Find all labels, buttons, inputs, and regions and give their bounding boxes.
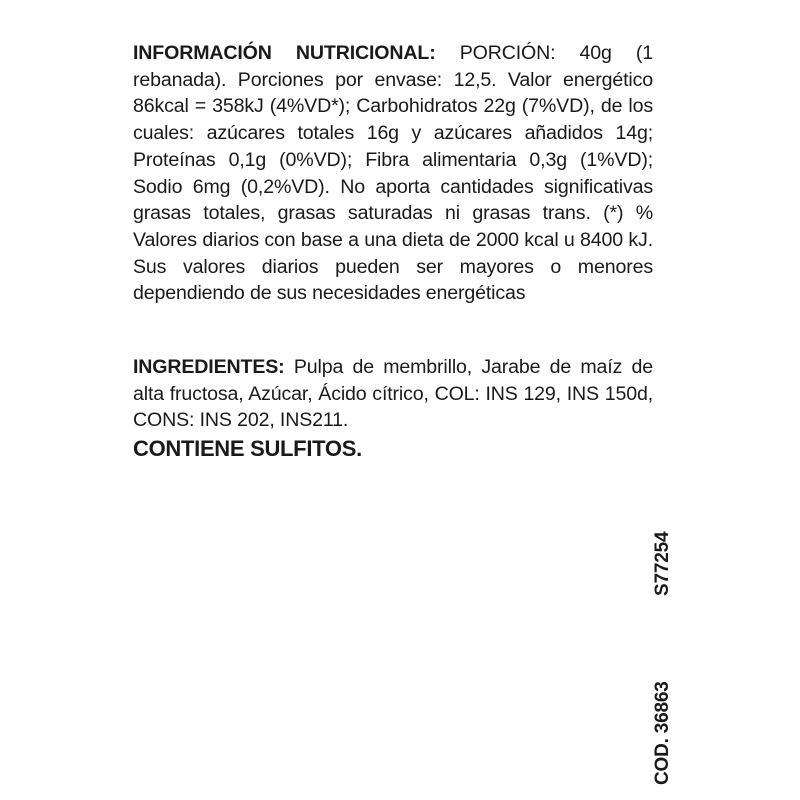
nutrition-heading: INFORMACIÓN NUTRICIONAL: <box>133 42 436 64</box>
product-code-cod: COD. 36863 <box>652 681 673 785</box>
nutrition-text: PORCIÓN: 40g (1 rebanada). Porciones por envase: 12,5. Valor energético 86kcal = 358kJ (4%VD*); Carbohidratos 22g (7%VD), de los cuales: azúcares totales 16g y azúcares añadidos 14g; Proteínas 0,1g (0%VD); Fibra alimentaria 0,3g (1%VD); Sodio 6mg (0,2%VD). No aporta cantidades significativas grasas totales, grasas saturadas ni grasas trans. (*) % Valores diarios con base a una dieta de 2000 kcal u 8400 kJ. Sus valores diarios pueden ser mayores o menores dependiendo de sus necesidades energéticas <box>133 42 653 305</box>
ingredients-heading: INGREDIENTES: <box>133 356 285 378</box>
nutrition-information <box>133 40 653 307</box>
ingredients-text: Pulpa de membrillo, Jarabe de maíz de alta fructosa, Azúcar, Ácido cítrico, COL: INS 129, INS 150d, CONS: INS 202, INS211. <box>133 356 653 432</box>
sulfites-warning: CONTIENE SULFITOS. <box>133 436 362 461</box>
product-code-s: S77254 <box>652 531 673 596</box>
ingredients-list <box>133 354 653 434</box>
